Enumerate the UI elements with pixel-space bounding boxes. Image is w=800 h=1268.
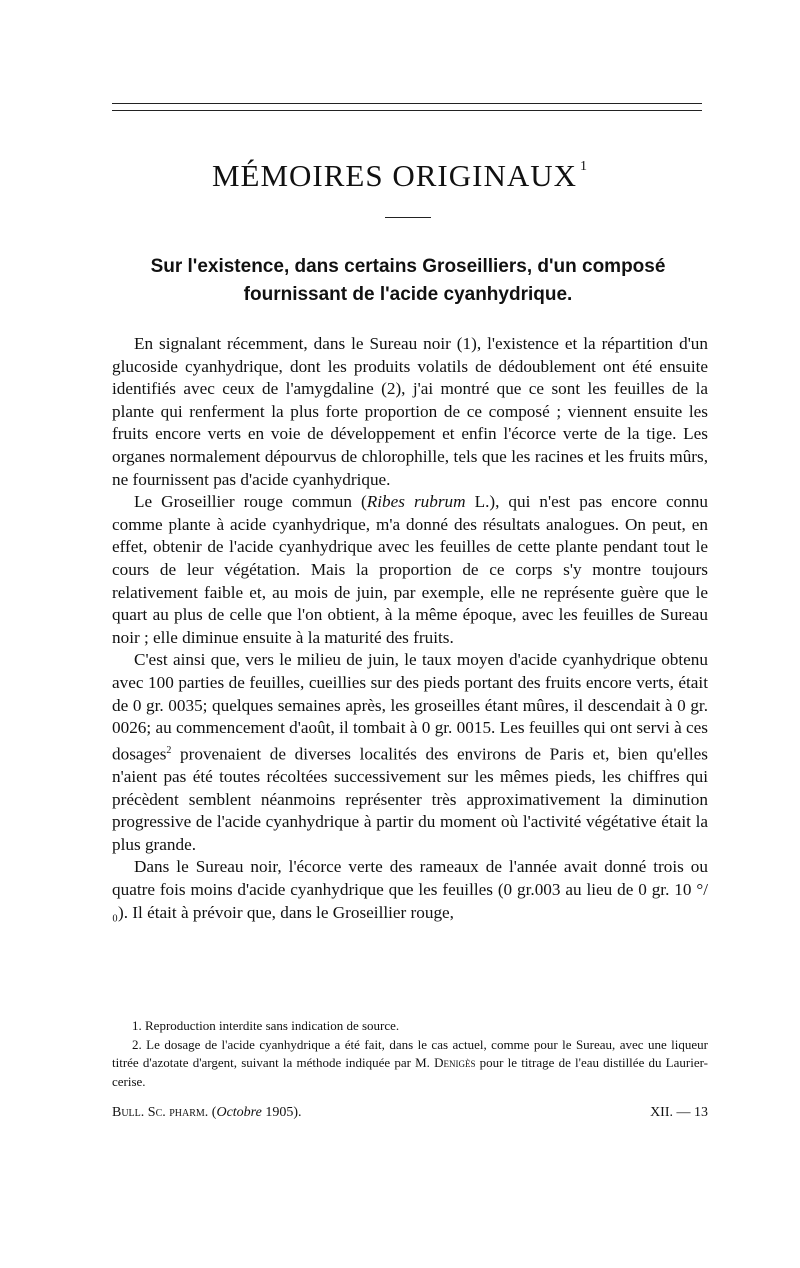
section-heading: [0, 158, 800, 194]
footnote-marker-2: 2: [166, 744, 172, 756]
paragraph-1: En signalant récemment, dans le Sureau noir (1), l'existence et la répartition d'un glucoside cyanhydrique, dont les produits volatils de dédoublement ont été ensuite identifiés avec ceux de l'amygdaline (2), j'ai montré que ce sont les feuilles de la plante qui renferment la plus forte proportion de ce composé ; viennent ensuite les fruits encore verts en voie de développement et enfin l'écorce verte de la tige. Les organes normalement dépourvus de chlorophille, tels que les racines et les fruits mûrs, ne fournissent pas d'acide cyanhydrique.: [112, 334, 708, 489]
footnote-1: 1. Reproduction interdite sans indication de source.: [132, 1018, 400, 1033]
article-body: [112, 333, 708, 924]
section-title: MÉMOIRES ORIGINAUX: [211, 158, 578, 193]
article-title: [110, 253, 706, 309]
top-rule: [112, 103, 702, 104]
title-footnote-marker: 1: [580, 159, 589, 174]
journal-citation: Bull. Sc. pharm. (Octobre 1905).: [112, 1105, 302, 1120]
paragraph-2: Le Groseillier rouge commun (Ribes rubrum L.), qui n'est pas encore connu comme plante à acide cyanhydrique, m'a donné des résultats analogues. On peut, en effet, obtenir de l'acide cyanhydrique avec les feuilles de cette plante pendant tout le cours de leur végétation. Mais la proportion de ce corps s'y montre toujours relativement faible et, au mois de juin, par exemple, elle ne représente guère que le quart au plus de celle que l'on obtient, à la même époque, avec les feuilles de Sureau noir ; elle diminue ensuite à la maturité des fruits.: [112, 492, 708, 647]
heading-divider: [385, 217, 431, 218]
article-title-line-2: fournissant de l'acide cyanhydrique.: [243, 284, 573, 305]
paragraph-4: Dans le Sureau noir, l'écorce verte des rameaux de l'année avait donné trois ou quatre fois moins d'acide cyanhydrique que les feuilles (0 gr.003 au lieu de 0 gr. 10 °/₀). Il était à prévoir que, dans le Groseillier rouge,: [112, 857, 708, 922]
article-title-line-1: Sur l'existence, dans certains Groseilliers, d'un composé: [150, 256, 666, 277]
paragraph-3: C'est ainsi que, vers le milieu de juin, le taux moyen d'acide cyanhydrique obtenu avec 100 parties de feuilles, cueillies sur des pieds portant des fruits encore verts, était de 0 gr. 0035; quelques semaines après, les groseilles étant mûres, il descendait à 0 gr. 0026; au commencement d'août, il tombait à 0 gr. 0015. Les feuilles qui ont servi à ces dosages$^2$ provenaient de diverses localités des environs de Paris et, bien qu'elles n'aient pas été toutes récoltées successivement sur les mêmes pieds, les chiffres qui précèdent semblent néanmoins représenter très approximativement la diminution progressive de l'acide cyanhydrique à partir du moment où l'activité végétative était la plus grande.: [112, 650, 708, 854]
page-footer: [112, 1105, 708, 1121]
species-name: Ribes rubrum: [366, 492, 466, 512]
footnotes: [112, 1017, 708, 1091]
author-name: Denigès: [434, 1055, 476, 1070]
top-rule-second: [112, 110, 702, 111]
page-reference: XII. — 13: [650, 1105, 708, 1120]
footnote-2: 2. Le dosage de l'acide cyanhydrique a été fait, dans le cas actuel, comme pour le Sureau, avec une liqueur titrée d'azotate d'argent, suivant la méthode indiquée par M. Denigès pour le titrage de l'eau distillée du Laurier-cerise.: [112, 1036, 708, 1089]
